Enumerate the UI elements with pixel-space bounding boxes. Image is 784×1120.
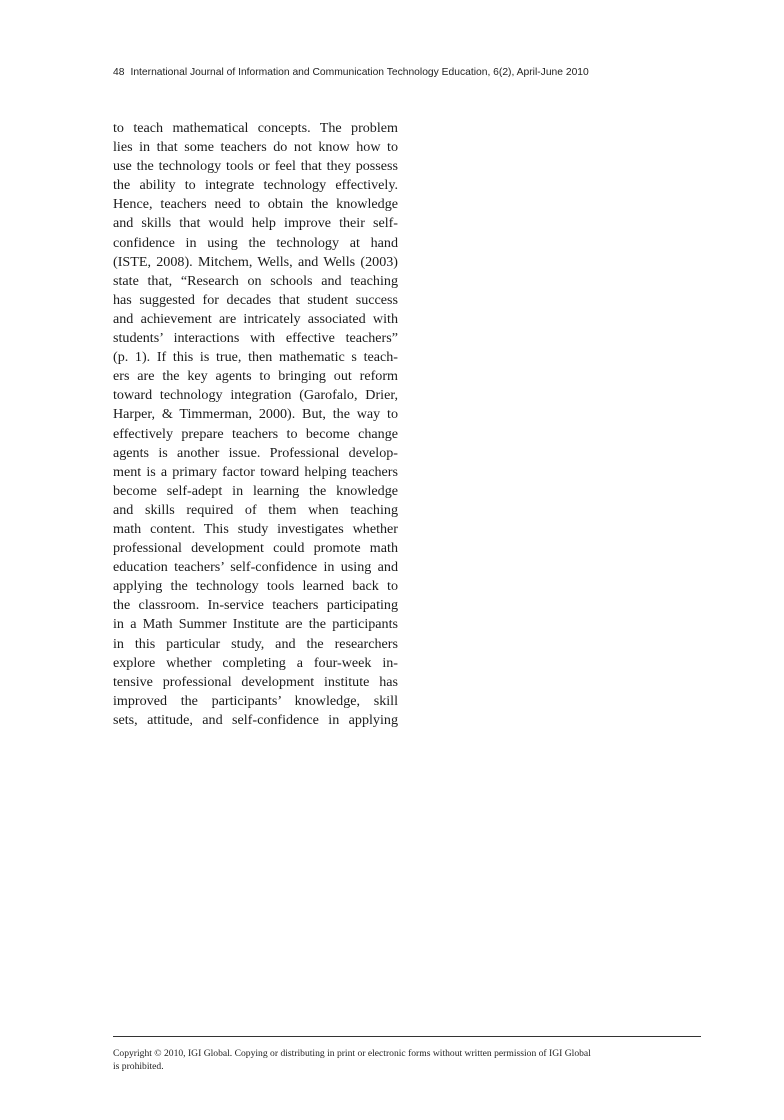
- body-line: in this particular study, and the researchers: [113, 635, 398, 652]
- body-line: Hence, teachers need to obtain the knowledge: [113, 196, 398, 213]
- body-line: and skills required of them when teaching: [113, 501, 398, 518]
- body-text-column: [113, 119, 398, 730]
- page-number: 48: [113, 67, 125, 78]
- body-line: toward technology integration (Garofalo, Drier,: [113, 387, 398, 404]
- running-header: [113, 66, 589, 80]
- body-line: confidence in using the technology at hand: [113, 234, 398, 251]
- copyright-line: is prohibited.: [113, 1060, 164, 1072]
- body-line: ers are the key agents to bringing out reform: [113, 368, 398, 385]
- body-line: the classroom. In-service teachers participating: [113, 597, 398, 614]
- body-line: in a Math Summer Institute are the participants: [113, 616, 398, 633]
- copyright-notice: [113, 1048, 673, 1073]
- body-line: effectively prepare teachers to become change: [113, 425, 398, 442]
- body-line: (p. 1). If this is true, then mathematic s teach-: [113, 349, 398, 366]
- body-line: and skills that would help improve their self-: [113, 215, 398, 232]
- body-line: use the technology tools or feel that they possess: [113, 158, 398, 175]
- body-line: explore whether completing a four-week in-: [113, 654, 398, 671]
- body-line: state that, “Research on schools and teaching: [113, 272, 398, 289]
- footer-divider: [113, 1036, 701, 1037]
- body-line: to teach mathematical concepts. The problem: [113, 120, 398, 136]
- body-line: the ability to integrate technology effectively.: [113, 177, 398, 194]
- body-line: become self-adept in learning the knowledge: [113, 482, 398, 499]
- body-line: lies in that some teachers do not know how to: [113, 139, 398, 156]
- body-line: agents is another issue. Professional develop-: [113, 444, 398, 461]
- body-line: and achievement are intricately associated with: [113, 310, 398, 327]
- body-line: Harper, & Timmerman, 2000). But, the way to: [113, 406, 398, 423]
- body-line: has suggested for decades that student success: [113, 291, 398, 308]
- journal-citation: International Journal of Information and Communication Technology Education, 6(2), April-June 2010: [130, 67, 589, 78]
- body-line: math content. This study investigates whether: [113, 520, 398, 537]
- body-line: improved the participants’ knowledge, skill: [113, 692, 398, 709]
- body-line: education teachers’ self-confidence in using and: [113, 559, 398, 576]
- body-line: ment is a primary factor toward helping teachers: [113, 463, 398, 480]
- copyright-line: Copyright © 2010, IGI Global. Copying or distributing in print or electronic forms without written permission of IGI Global: [113, 1048, 591, 1059]
- body-line: professional development could promote math: [113, 540, 398, 557]
- body-line: students’ interactions with effective teachers”: [113, 330, 398, 347]
- body-line: (ISTE, 2008). Mitchem, Wells, and Wells (2003): [113, 253, 398, 270]
- body-line: applying the technology tools learned back to: [113, 578, 398, 595]
- body-line: sets, attitude, and self-confidence in applying: [113, 711, 398, 728]
- body-line: tensive professional development institute has: [113, 673, 398, 690]
